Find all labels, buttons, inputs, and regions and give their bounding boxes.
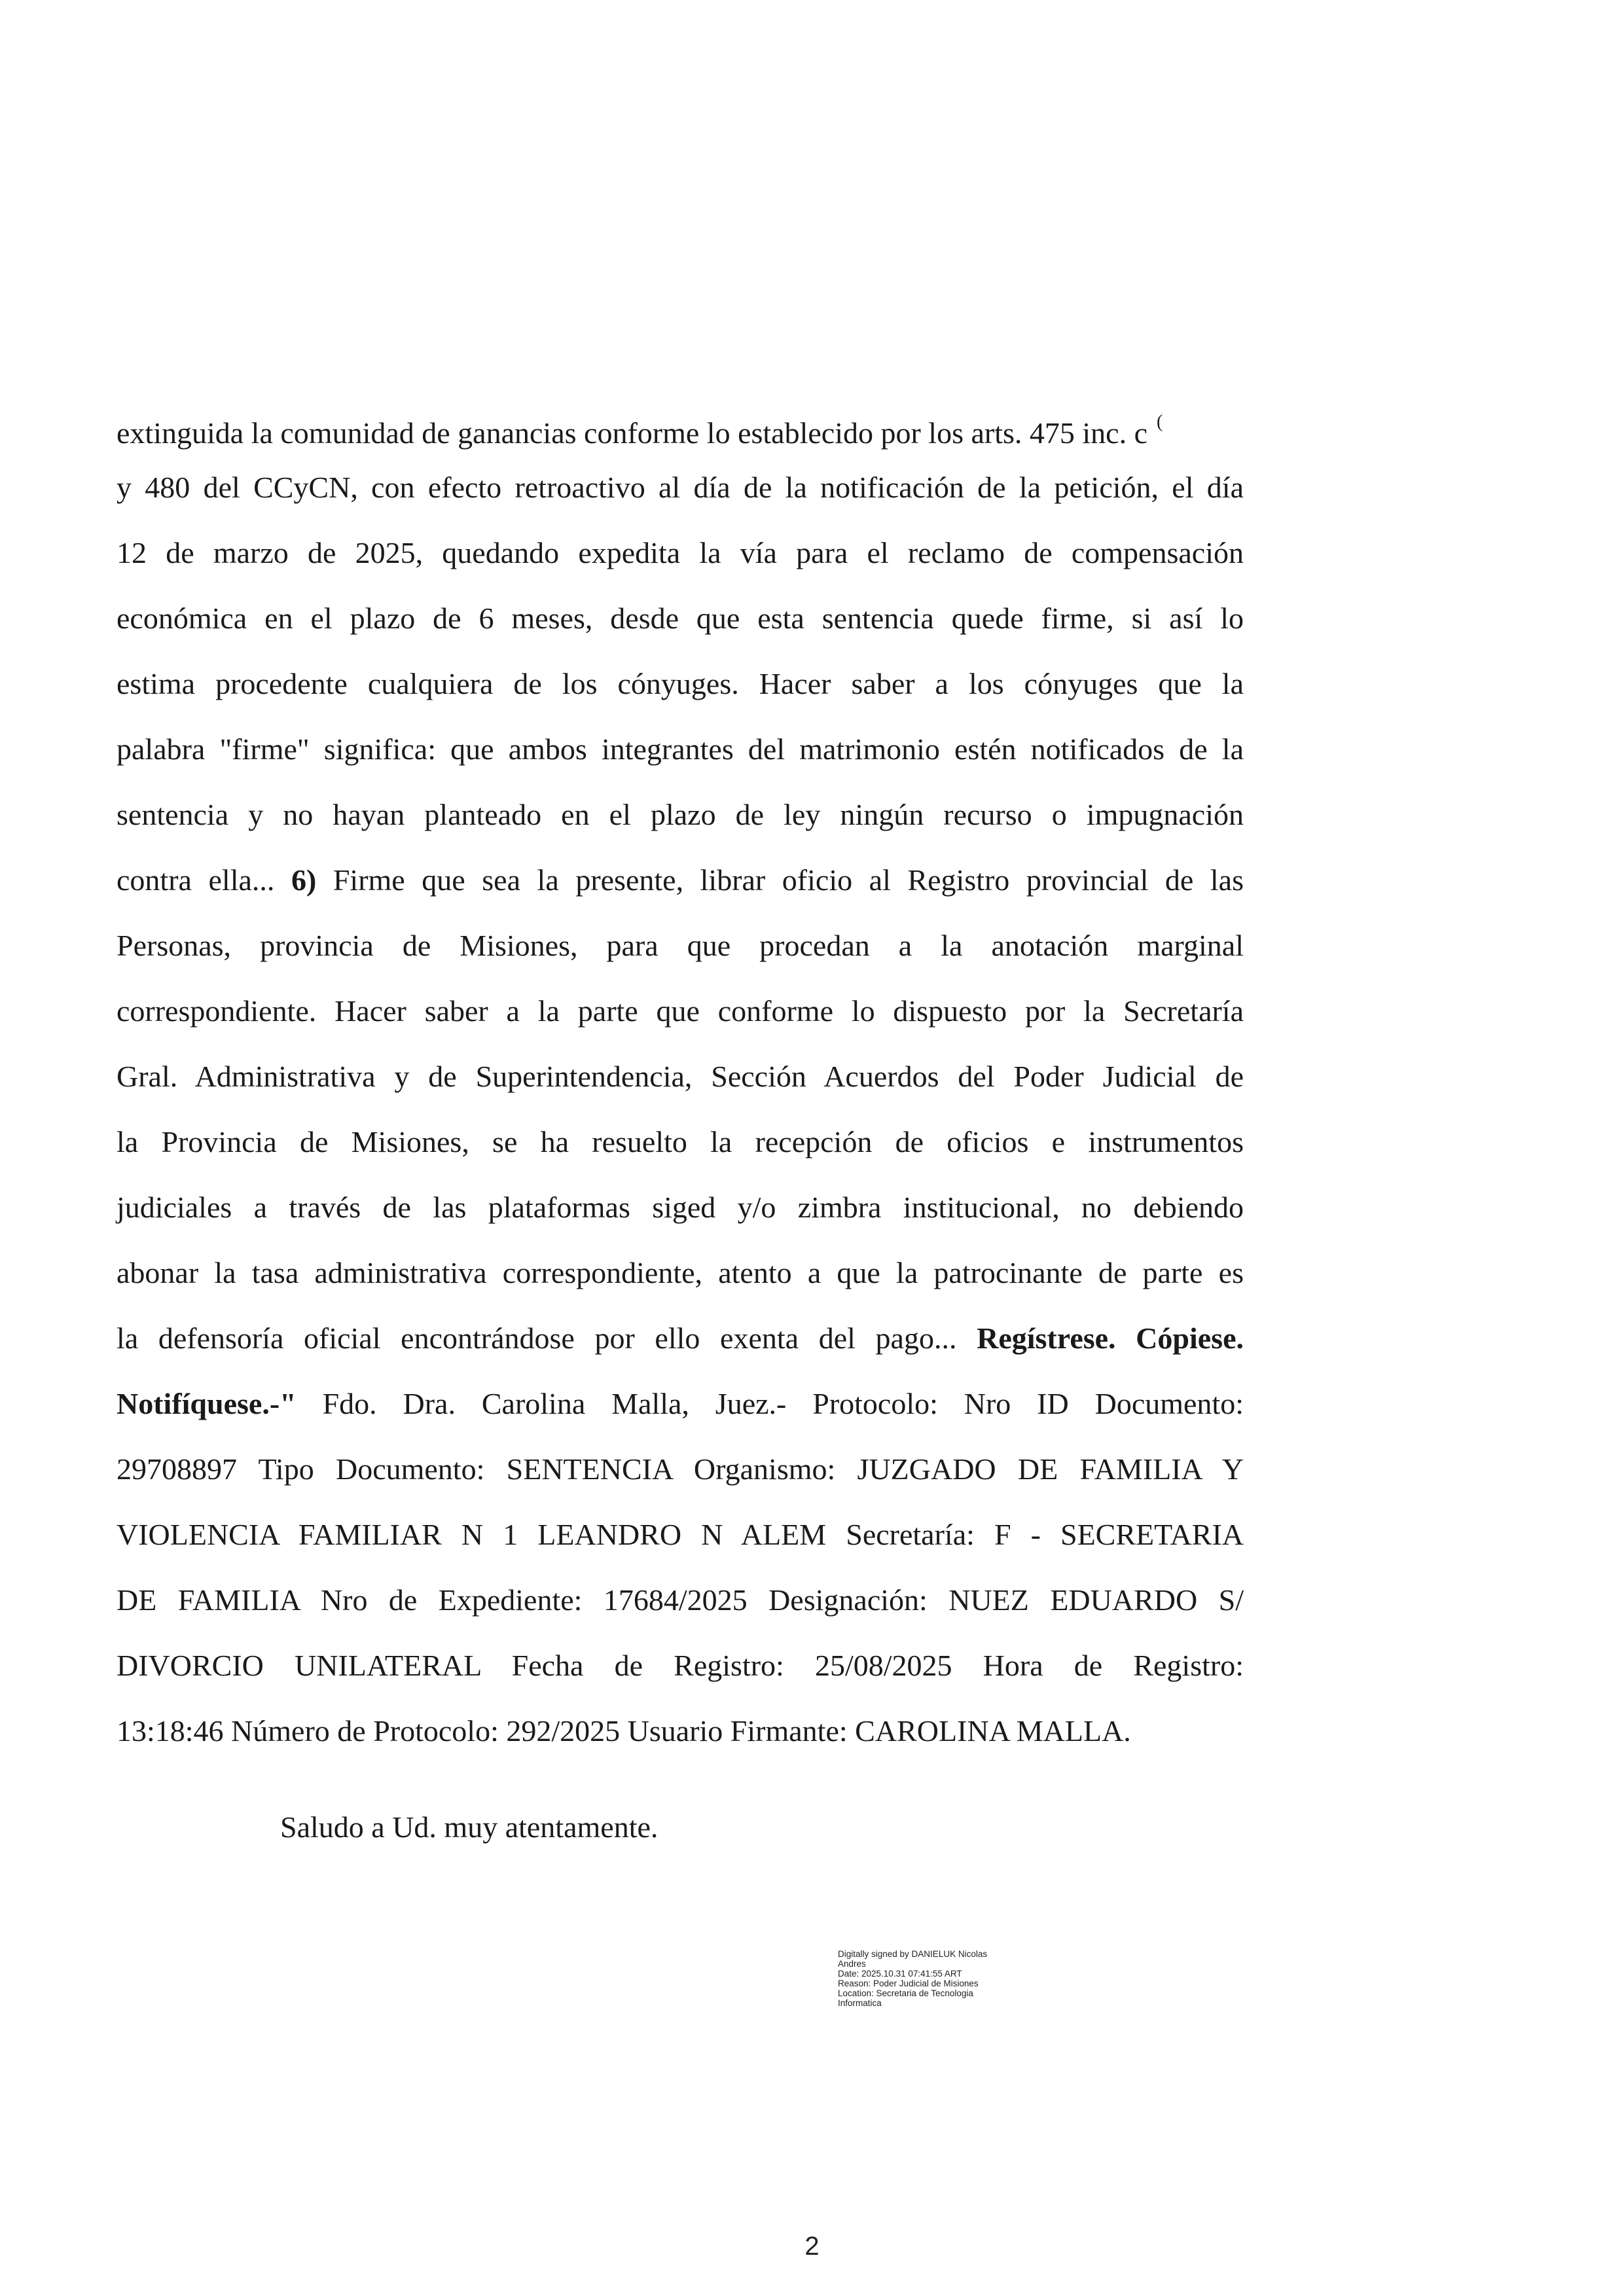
- bold-text: 6): [291, 863, 317, 897]
- paragraph-line: VIOLENCIA FAMILIAR N 1 LEANDRO N ALEM Secretaría: F - SECRETARIA: [117, 1518, 1244, 1551]
- digital-signature-stamp: [838, 1949, 1100, 2008]
- paragraph-line: sentencia y no hayan planteado en el plazo de ley ningún recurso o impugnación: [117, 798, 1244, 831]
- paragraph-line: palabra "firme" significa: que ambos integrantes del matrimonio estén notificados de la: [117, 732, 1244, 766]
- paragraph-line: la Provincia de Misiones, se ha resuelto la recepción de oficios e instrumentos: [117, 1125, 1244, 1158]
- line-text: Fdo. Dra. Carolina Malla, Juez.- Protocolo: Nro ID Documento:: [296, 1387, 1244, 1420]
- paragraph-line: [117, 389, 1244, 455]
- bold-text: Regístrese. Cópiese.: [977, 1321, 1244, 1355]
- line-text: la defensoría oficial encontrándose por ello exenta del pago...: [117, 1321, 977, 1355]
- paragraph-line: 13:18:46 Número de Protocolo: 292/2025 Usuario Firmante: CAROLINA MALLA.: [117, 1714, 1131, 1748]
- signature-line: Informatica: [838, 1998, 882, 2008]
- signature-line: Digitally signed by DANIELUK Nicolas: [838, 1949, 988, 1959]
- signature-line: Date: 2025.10.31 07:41:55 ART: [838, 1969, 962, 1979]
- document-body: [117, 389, 1244, 1764]
- paragraph-line: y 480 del CCyCN, con efecto retroactivo al día de la notificación de la petición, el día: [117, 471, 1244, 504]
- paragraph-line: económica en el plazo de 6 meses, desde que esta sentencia quede firme, si así lo: [117, 601, 1244, 635]
- paragraph-line: Personas, provincia de Misiones, para que procedan a la anotación marginal: [117, 929, 1244, 962]
- paragraph-line: [117, 848, 1244, 913]
- bold-text: Notifíquese.-": [117, 1387, 297, 1420]
- line-text: extinguida la comunidad de ganancias conforme lo establecido por los arts. 475 inc. c: [117, 416, 1148, 450]
- line-text: Firme que sea la presente, librar oficio al Registro provincial de las: [316, 863, 1244, 897]
- paragraph-line: 29708897 Tipo Documento: SENTENCIA Organismo: JUZGADO DE FAMILIA Y: [117, 1452, 1244, 1486]
- paragraph-line: [117, 1306, 1244, 1371]
- signature-line: Reason: Poder Judicial de Misiones: [838, 1979, 979, 1988]
- paragraph-line: DE FAMILIA Nro de Expediente: 17684/2025 Designación: NUEZ EDUARDO S/: [117, 1583, 1244, 1617]
- paragraph-line: DIVORCIO UNILATERAL Fecha de Registro: 25/08/2025 Hora de Registro:: [117, 1649, 1244, 1682]
- paragraph-line: abonar la tasa administrativa correspondiente, atento a que la patrocinante de parte es: [117, 1256, 1244, 1289]
- signature-line: Location: Secretaria de Tecnologia: [838, 1988, 973, 1998]
- signature-line: Andres: [838, 1959, 866, 1969]
- paragraph-line: Gral. Administrativa y de Superintendencia, Sección Acuerdos del Poder Judicial de: [117, 1060, 1244, 1093]
- footnote-marker: (: [1157, 412, 1163, 432]
- paragraph-line: [117, 1371, 1244, 1437]
- paragraph-line: 12 de marzo de 2025, quedando expedita la vía para el reclamo de compensación: [117, 536, 1244, 569]
- line-text: contra ella...: [117, 863, 291, 897]
- paragraph-line: correspondiente. Hacer saber a la parte que conforme lo dispuesto por la Secretaría: [117, 994, 1244, 1028]
- paragraph-line: judiciales a través de las plataformas siged y/o zimbra institucional, no debiendo: [117, 1191, 1244, 1224]
- paragraph-line: estima procedente cualquiera de los cónyuges. Hacer saber a los cónyuges que la: [117, 667, 1244, 700]
- page-number: 2: [804, 2232, 820, 2261]
- closing-greeting: Saludo a Ud. muy atentamente.: [280, 1810, 659, 1844]
